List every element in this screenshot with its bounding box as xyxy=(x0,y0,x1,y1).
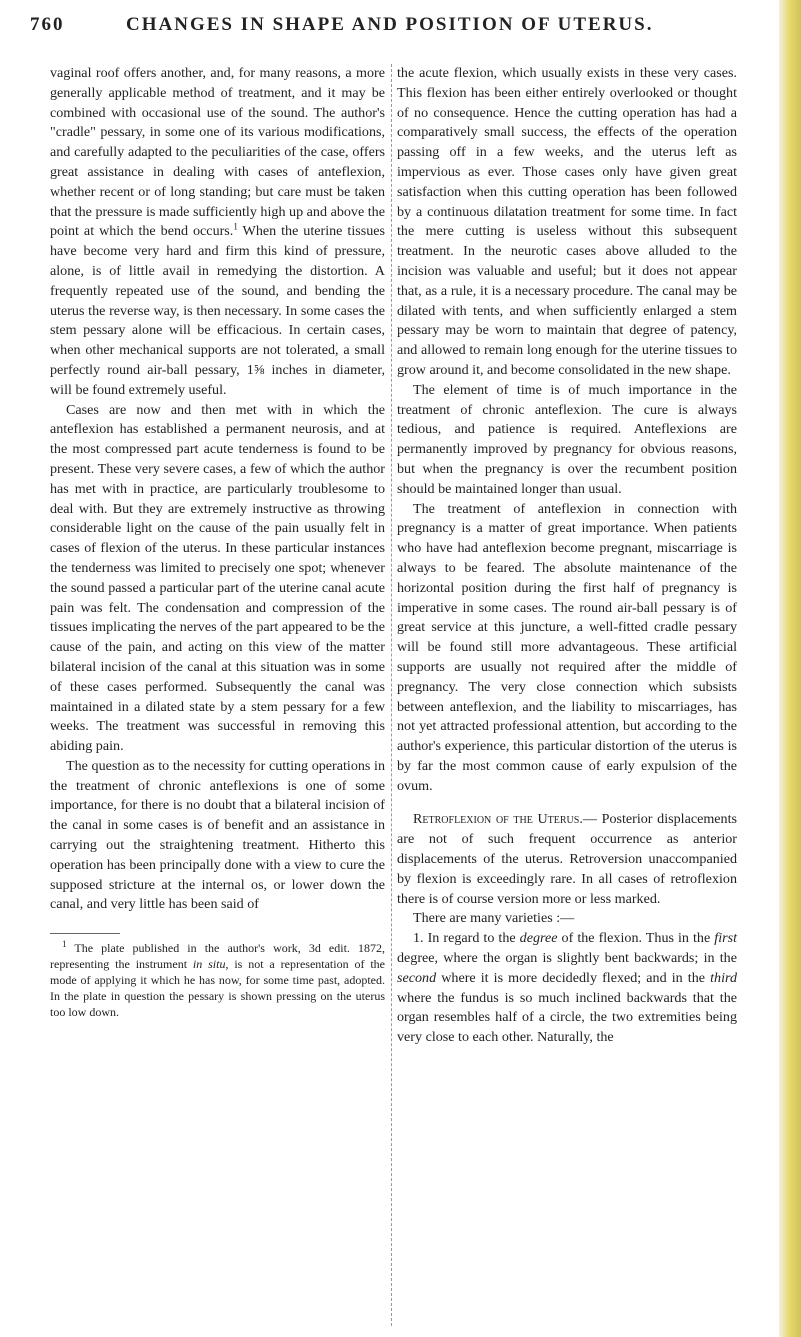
column-divider xyxy=(391,64,392,1326)
footnote-marker: 1 xyxy=(62,939,67,950)
footnote xyxy=(50,940,385,1020)
paragraph-text: degree, where the organ is slightly bent backwards; in the xyxy=(397,950,737,967)
page-edge xyxy=(779,0,801,1337)
paragraph-text: vaginal roof offers another, and, for many reasons, a more generally applicable method of treatment, and it may be combined with occasional use of the sound. The author's "cradle" pessary, in some one of its various modifications, and carefully adapted to the peculiarities of the case, offers great assistance in dealing with cases of anteflexion, whether recent or of long standing; but care must be taken that the pressure is made sufficiently high up and above the point at which the bend occurs. xyxy=(50,65,385,240)
paragraph xyxy=(50,64,385,401)
footnote-rule xyxy=(50,933,120,934)
paragraph-text: where the fundus is so much inclined backwards that the organ resembles half of a circle, the two extremities being very close to each other. Naturally, the xyxy=(397,989,737,1046)
running-title: CHANGES IN SHAPE AND POSITION OF UTERUS. xyxy=(126,14,654,35)
emphasis: first xyxy=(714,930,737,947)
running-header xyxy=(30,14,761,40)
paragraph: The treatment of anteflexion in connection with pregnancy is a matter of great importance. When patients who have had anteflexion become pregnant, miscarriage is always to be feared. The absolute maintenance of the horizontal position during the first half of pregnancy is imperative in some cases. The round air-ball pessary is of great service at this juncture, a well-fitted cradle pessary will be found still more advantageous. These artificial supports are usually not required after the middle of pregnancy. The very close connection which subsists between anteflexion, and the liability to miscarriages, has not yet attracted professional attention, but according to the author's experience, this particular distortion of the uterus is by far the most common cause of early expulsion of the ovum. xyxy=(397,500,737,794)
paragraph: Cases are now and then met with in which the anteflexion has established a permanent neurosis, and at the most compressed part acute tenderness is found to be present. These very severe cases, a few of which the author has met with in practice, are particularly troublesome to deal with. But they are extremely instructive as throwing considerable light on the cause of the pain usually felt in cases of flexion of the uterus. In these particular instances the tenderness was limited to precisely one spot; whenever the sound passed a particular part of the uterine canal acute pain was felt. The condensation and compression of the tissues implicating the nerves of the part appeared to be the cause of the pain, and acting on this view of the matter bilateral incision of the canal at this situation was in some of these cases performed. Subsequently the canal was maintained in a dilated state by a stem pessary for a few weeks. The treatment was successful in removing this abiding pain. xyxy=(50,401,385,755)
paragraph: the acute flexion, which usually exists in these very cases. This flexion has been either entirely overlooked or thought of no consequence. Hence the cutting operation has had a comparatively small success, the effects of the operation passing off in a few weeks, and the uterus left as impervious as ever. Those cases only have given great satisfaction when this cutting operation has been followed by a continuous dilatation treatment for some time. In fact the mere cutting is useless without this subsequent treatment. In the neurotic cases above alluded to the incision was valuable and useful; but it does not appear that, as a rule, it is a necessary procedure. The canal may be dilated with tents, and when sufficiently enlarged a stem pessary may be worn to maintain that degree of patency, and allowed to remain long enough for the uterine tissues to grow around it, and become consolidated in the new shape. xyxy=(397,65,737,378)
paragraph: There are many varieties :— xyxy=(413,910,575,927)
emphasis: third xyxy=(710,969,737,986)
paragraph-text: When the uterine tissues have become very hard and firm this kind of pressure, alone, is of little avail in remedying the distortion. A frequently repeated use of the sound, and bending the uterus the reverse way, is then necessary. In some cases the stem pessary alone will be efficacious. In certain cases, when other mechanical supports are not tolerated, a small perfectly round air-ball pessary, 1⅝ inches in diameter, will be found extremely useful. xyxy=(50,223,385,398)
emphasis: degree xyxy=(519,930,558,947)
paragraph xyxy=(397,810,737,909)
footnote-text: The plate published in the author's work, 3d edit. 1872, representing the instrument xyxy=(50,941,385,972)
paragraph: The element of time is of much importance in the treatment of chronic anteflexion. The cure is always tedious, and patience is required. Anteflexions are permanently improved by pregnancy for obvious reasons, but when the pregnancy is over the recumbent position should be maintained longer than usual. xyxy=(397,381,737,497)
paragraph: The question as to the necessity for cutting operations in the treatment of chronic anteflexions is one of some importance, for there is no doubt that a bilateral incision of the canal in some cases is of benefit and an assistance in carrying out the straightening treatment. Hitherto this operation has been principally done with a view to cure the supposed stricture at the internal os, or lower down the canal, and very little has been said of xyxy=(50,757,385,913)
footnote-ref: 1 xyxy=(233,221,238,232)
paragraph-text: — Posterior displacements are not of such frequent occurrence as anterior displacements of the uterus. Retroversion unaccompanied by flexion is exceedingly rare. In all cases of retroflexion there is of course version more or less marked. xyxy=(397,811,738,907)
paragraph xyxy=(397,929,737,1048)
emphasis: second xyxy=(397,969,437,986)
right-column xyxy=(397,64,737,1048)
paragraph-text: 1. In regard to the xyxy=(413,930,520,947)
footnote-emphasis: in situ xyxy=(192,957,226,972)
section-heading: Retroflexion of the Uterus. xyxy=(413,811,583,828)
page-number: 760 xyxy=(30,14,65,35)
left-column xyxy=(50,64,385,1020)
paragraph-text: of the flexion. Thus in the xyxy=(557,930,715,947)
footnote-text: , is not a representation of the mode of applying it which he has now, for some time past, adopted. In the plate in question the pessary is shown pressing on the uterus too low down. xyxy=(50,957,385,1020)
footnotes xyxy=(50,933,385,1020)
paragraph-text: where it is more decidedly flexed; and in the xyxy=(436,969,711,986)
